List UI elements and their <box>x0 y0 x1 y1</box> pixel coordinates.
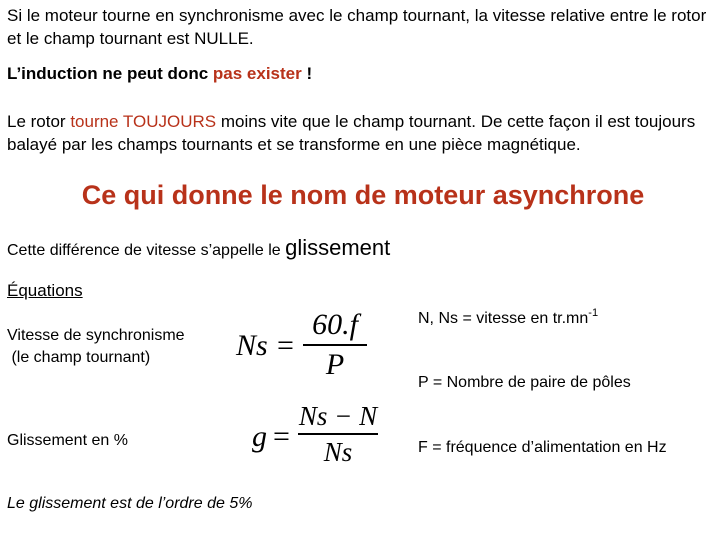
rotor-emphasis: tourne TOUJOURS <box>70 112 217 131</box>
sync-speed-label-line2: (le champ tournant) <box>7 349 151 366</box>
rotor-text-start: Le rotor <box>7 112 71 131</box>
induction-end: ! <box>301 64 313 83</box>
legend-pole-pairs: P = Nombre de paire de pôles <box>418 374 631 391</box>
formula-ns-fraction <box>303 308 367 382</box>
induction-statement <box>7 62 312 85</box>
formula-ns-lhs: Ns <box>236 329 268 362</box>
legend-speed-exponent: -1 <box>588 307 599 319</box>
sync-speed-label <box>7 325 185 369</box>
slip-definition <box>7 235 390 261</box>
rotor-paragraph <box>7 110 712 156</box>
formula-g-fraction <box>298 401 378 467</box>
slip-definition-text: Cette différence de vitesse s’appelle le <box>7 242 286 259</box>
intro-text: Si le moteur tourne en synchronisme avec le champ tournant, la vitesse relative entre le rotor et le champ tournant est NULLE. <box>7 6 707 48</box>
equations-title: Équations <box>7 281 83 300</box>
headline: Ce qui donne le nom de moteur asynchrone <box>81 180 645 210</box>
formula-g-lhs: g <box>252 420 267 453</box>
induction-text: L’induction ne peut donc <box>7 64 213 83</box>
formula-ns-equals: = <box>277 329 294 362</box>
slip-label: Glissement en % <box>7 432 128 449</box>
slip-note: Le glissement est de l’ordre de 5% <box>7 495 253 512</box>
rotor-text-end: moins vite que le champ tournant. De cette façon il est toujours balayé par les champs tournants et se transforme en une pièce magnétique. <box>7 112 696 154</box>
legend-speed-text: N, Ns = vitesse en tr.mn <box>418 310 589 327</box>
legend-frequency: F = fréquence d’alimentation en Hz <box>418 439 667 456</box>
fraction-bar <box>303 344 367 346</box>
legend-speed-units <box>418 307 599 328</box>
intro-paragraph <box>7 4 707 50</box>
slip-term: glissement <box>285 235 391 260</box>
induction-emphasis: pas exister <box>212 64 302 83</box>
sync-speed-label-line1: Vitesse de synchronisme <box>7 327 185 344</box>
formula-g-numerator: Ns − N <box>298 401 378 431</box>
formula-g-denominator: Ns <box>323 437 353 467</box>
formula-ns-numerator: 60.f <box>312 308 358 341</box>
formula-ns-denominator: P <box>325 348 345 381</box>
fraction-bar <box>298 433 378 435</box>
formula-g-equals: = <box>273 420 290 453</box>
